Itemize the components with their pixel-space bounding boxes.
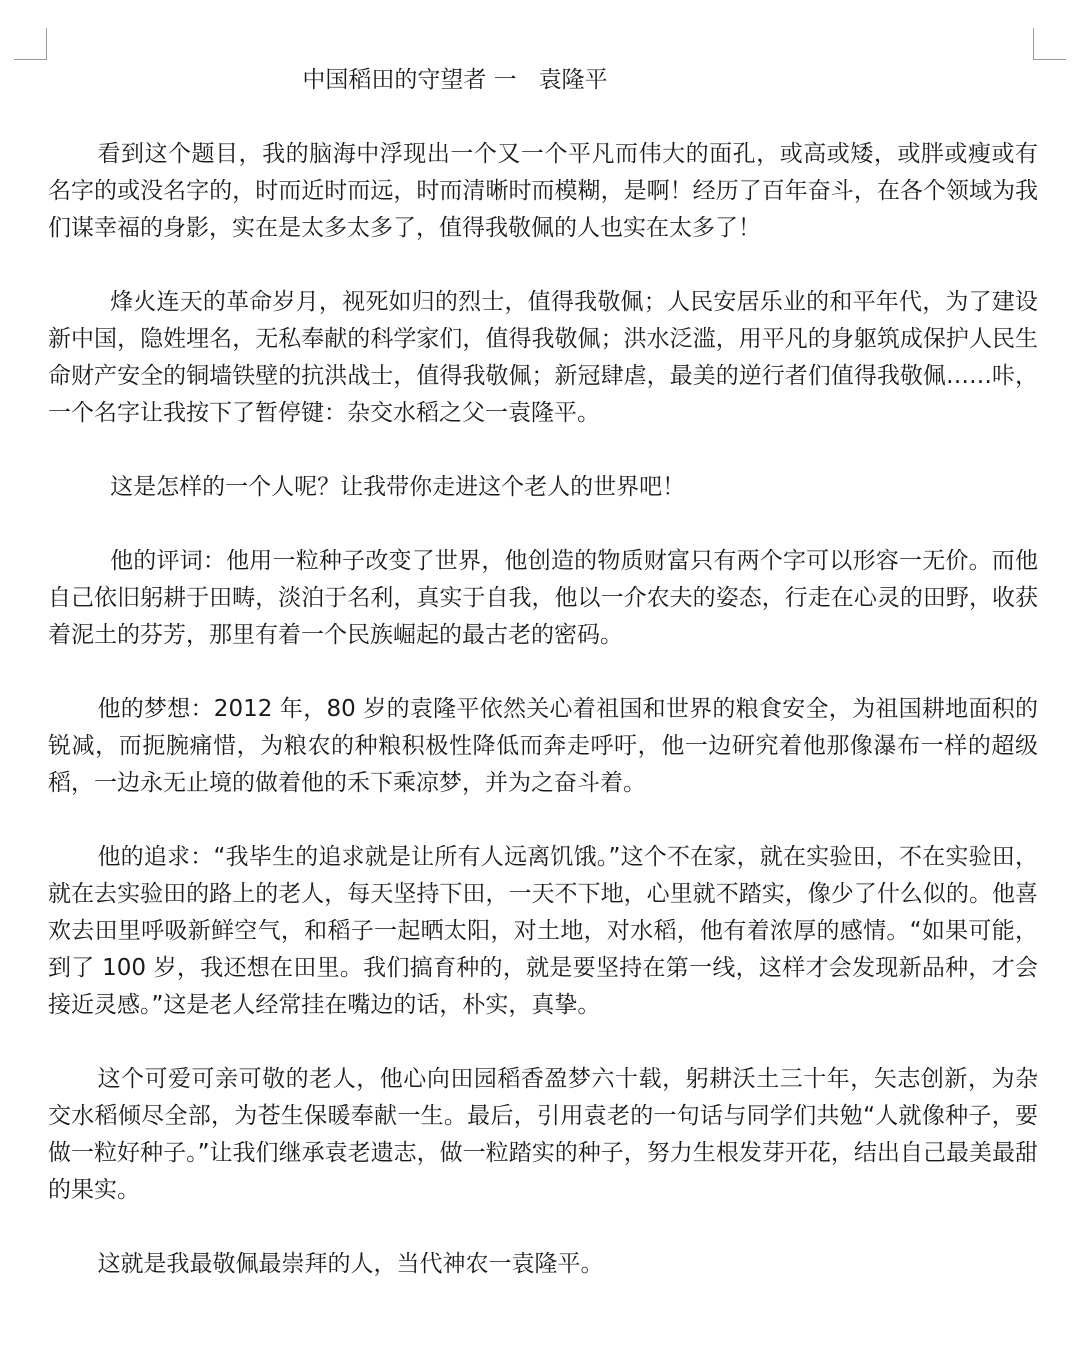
- paragraph-conclusion: 这个可爱可亲可敬的老人，他心向田园稻香盈梦六十载，躬耕沃土三十年，矢志创新，为杂交水稻倾尽全部，为苍生保暖奉献一生。最后，引用袁老的一句话与同学们共勉“人就像种子，要做一粒好种子。”让我们继承袁老遗志，做一粒踏实的种子，努力生根发芽开花，结出自己最美最甜的果实。: [48, 1066, 1038, 1203]
- crop-mark-top-left-horizontal: [14, 59, 47, 60]
- paragraph-pursuit: 他的追求：“我毕生的追求就是让所有人远离饥饿。”这个不在家，就在实验田，不在实验田，就在去实验田的路上的老人，每天坚持下田，一天不下地，心里就不踏实，像少了什么似的。他喜欢去田里呼吸新鲜空气，和稻子一起晒太阳，对土地，对水稻，他有着浓厚的感情。“如果可能，到了 100 岁，我还想在田里。我们搞育种的，就是要坚持在第一线，这样才会发现新品种，才会接近灵感。”这是老人经常挂在嘴边的话，朴实，真挚。: [48, 844, 1038, 1018]
- paragraph-question: 这是怎样的一个人呢？让我带你走进这个老人的世界吧！: [110, 474, 686, 500]
- paragraph-evaluation: 他的评词：他用一粒种子改变了世界，他创造的物质财富只有两个字可以形容一无价。而他自己依旧躬耕于田畴，淡泊于名利，真实于自我，他以一介农夫的姿态，行走在心灵的田野，收获着泥土的芬芳，那里有着一个民族崛起的最古老的密码。: [48, 548, 1038, 648]
- paragraph-admiration: 烽火连天的革命岁月，视死如归的烈士，值得我敬佩；人民安居乐业的和平年代，为了建设新中国，隐姓埋名，无私奉献的科学家们，值得我敬佩；洪水泛滥，用平凡的身躯筑成保护人民生命财产安全的铜墙铁壁的抗洪战士，值得我敬佩；新冠肆虐，最美的逆行者们值得我敬佩……咔，一个名字让我按下了暂停键：杂交水稻之父一袁隆平。: [48, 289, 1038, 426]
- document-title: 中国稻田的守望者 一 袁隆平: [302, 67, 608, 93]
- crop-mark-top-right-vertical: [1033, 28, 1034, 60]
- document-body: [48, 136, 1038, 1320]
- paragraph-closing: 这就是我最敬佩最崇拜的人，当代神农一袁隆平。: [97, 1251, 604, 1277]
- paragraph-dream: 他的梦想：2012 年，80 岁的袁隆平依然关心着祖国和世界的粮食安全，为祖国耕地面积的锐减，而扼腕痛惜，为粮农的种粮积极性降低而奔走呼吁，他一边研究着他那像瀑布一样的超级稻，一边永无止境的做着他的禾下乘凉梦，并为之奋斗着。: [48, 696, 1038, 796]
- crop-mark-top-left-vertical: [46, 28, 47, 60]
- crop-mark-top-right-horizontal: [1033, 59, 1066, 60]
- paragraph-intro: 看到这个题目，我的脑海中浮现出一个又一个平凡而伟大的面孔，或高或矮，或胖或瘦或有名字的或没名字的，时而近时而远，时而清晰时而模糊，是啊！经历了百年奋斗，在各个领域为我们谋幸福的身影，实在是太多太多了，值得我敬佩的人也实在太多了！: [48, 141, 1038, 241]
